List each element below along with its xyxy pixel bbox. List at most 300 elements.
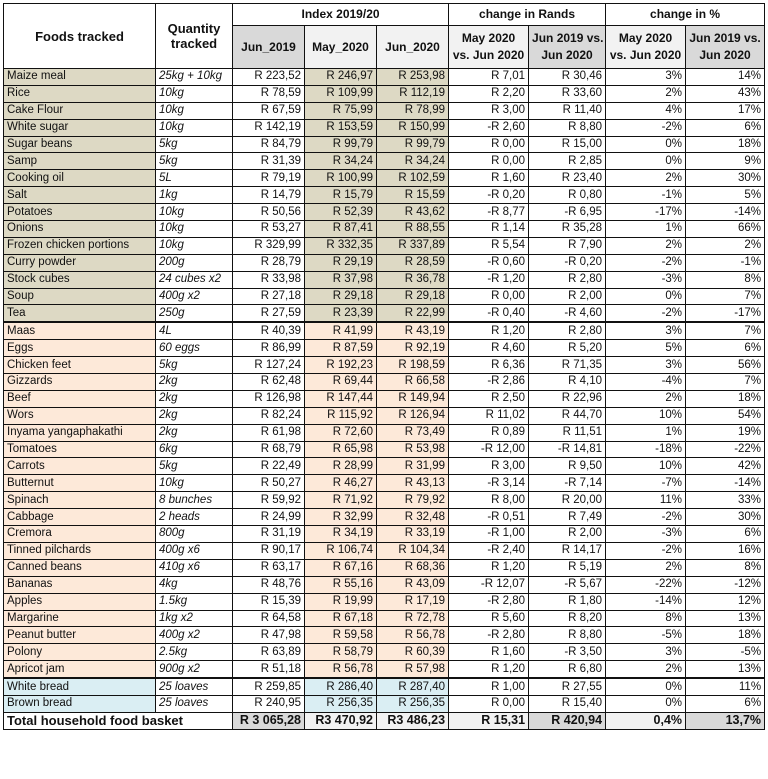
- change-pct-jun-vs-jun: 17%: [686, 102, 765, 119]
- change-rand-may-vs-jun: R 0,00: [449, 288, 529, 305]
- change-rand-may-vs-jun: R 0,89: [449, 424, 529, 441]
- price-may2020: R 29,18: [305, 288, 377, 305]
- table-row: [4, 441, 765, 458]
- quantity: 24 cubes x2: [156, 271, 233, 288]
- change-rand-jun-vs-jun: R 6,80: [529, 661, 606, 678]
- price-jun2020: R 337,89: [377, 237, 449, 254]
- change-pct-jun-vs-jun: 12%: [686, 593, 765, 610]
- quantity: 2kg: [156, 424, 233, 441]
- change-pct-jun-vs-jun: 13%: [686, 610, 765, 627]
- change-pct-jun-vs-jun: 6%: [686, 526, 765, 543]
- price-jun2019: R 86,99: [233, 340, 305, 357]
- price-jun2019: R 22,49: [233, 458, 305, 475]
- price-may2020: R 256,35: [305, 695, 377, 712]
- food-name: Canned beans: [4, 559, 156, 576]
- change-rand-may-vs-jun: R 1,20: [449, 661, 529, 678]
- price-jun2020: R 79,92: [377, 492, 449, 509]
- price-may2020: R 115,92: [305, 407, 377, 424]
- change-pct-may-vs-jun: 2%: [606, 170, 686, 187]
- price-may2020: R 65,98: [305, 441, 377, 458]
- table-row: [4, 390, 765, 407]
- header-pct-jun-vs-jun: [686, 26, 765, 69]
- header-jun2020: Jun_2020: [377, 26, 449, 69]
- change-pct-may-vs-jun: 2%: [606, 559, 686, 576]
- table-row: [4, 593, 765, 610]
- table-row: [4, 458, 765, 475]
- change-pct-jun-vs-jun: 16%: [686, 542, 765, 559]
- header-pct-may-line1: May 2020: [618, 31, 673, 45]
- change-rand-may-vs-jun: -R 2,60: [449, 119, 529, 136]
- change-pct-jun-vs-jun: 19%: [686, 424, 765, 441]
- change-rand-jun-vs-jun: R 15,40: [529, 695, 606, 712]
- price-may2020: R 52,39: [305, 204, 377, 221]
- price-may2020: R 67,16: [305, 559, 377, 576]
- change-pct-jun-vs-jun: 42%: [686, 458, 765, 475]
- change-pct-may-vs-jun: 2%: [606, 237, 686, 254]
- price-jun2019: R 31,19: [233, 526, 305, 543]
- price-jun2020: R 33,19: [377, 526, 449, 543]
- quantity: 6kg: [156, 441, 233, 458]
- header-rand-may-vs-jun: [449, 26, 529, 69]
- change-pct-may-vs-jun: 1%: [606, 221, 686, 238]
- price-jun2020: R 72,78: [377, 610, 449, 627]
- food-name: Apricot jam: [4, 661, 156, 678]
- price-jun2019: R 15,39: [233, 593, 305, 610]
- change-rand-may-vs-jun: -R 0,60: [449, 254, 529, 271]
- price-jun2020: R 15,59: [377, 187, 449, 204]
- price-jun2019: R 40,39: [233, 322, 305, 339]
- price-jun2019: R 14,79: [233, 187, 305, 204]
- change-pct-may-vs-jun: -3%: [606, 271, 686, 288]
- table-row: [4, 610, 765, 627]
- change-pct-may-vs-jun: -14%: [606, 593, 686, 610]
- price-jun2020: R 43,19: [377, 322, 449, 339]
- change-pct-may-vs-jun: -4%: [606, 374, 686, 391]
- price-jun2019: R 79,19: [233, 170, 305, 187]
- table-row: [4, 576, 765, 593]
- header-index-group: Index 2019/20: [233, 4, 449, 26]
- table-row: [4, 424, 765, 441]
- change-pct-jun-vs-jun: 2%: [686, 237, 765, 254]
- price-may2020: R 67,18: [305, 610, 377, 627]
- table-row: [4, 119, 765, 136]
- price-jun2020: R 253,98: [377, 69, 449, 86]
- food-name: Curry powder: [4, 254, 156, 271]
- food-name: Wors: [4, 407, 156, 424]
- food-name: Samp: [4, 153, 156, 170]
- change-pct-may-vs-jun: 1%: [606, 424, 686, 441]
- price-may2020: R 246,97: [305, 69, 377, 86]
- change-rand-jun-vs-jun: R 27,55: [529, 678, 606, 695]
- change-pct-may-vs-jun: 2%: [606, 390, 686, 407]
- price-may2020: R 37,98: [305, 271, 377, 288]
- price-jun2019: R 33,98: [233, 271, 305, 288]
- quantity: 900g x2: [156, 661, 233, 678]
- change-rand-may-vs-jun: -R 3,14: [449, 475, 529, 492]
- food-name: Sugar beans: [4, 136, 156, 153]
- food-name: Brown bread: [4, 695, 156, 712]
- quantity: 410g x6: [156, 559, 233, 576]
- price-may2020: R 15,79: [305, 187, 377, 204]
- change-rand-may-vs-jun: -R 8,77: [449, 204, 529, 221]
- price-jun2019: R 240,95: [233, 695, 305, 712]
- food-name: Beef: [4, 390, 156, 407]
- total-jun2020: R3 486,23: [377, 712, 449, 729]
- change-rand-may-vs-jun: R 7,01: [449, 69, 529, 86]
- quantity: 25 loaves: [156, 695, 233, 712]
- quantity: 8 bunches: [156, 492, 233, 509]
- price-jun2020: R 66,58: [377, 374, 449, 391]
- header-rand-jun-line1: Jun 2019 vs.: [532, 31, 604, 45]
- change-pct-may-vs-jun: -1%: [606, 187, 686, 204]
- price-jun2020: R 56,78: [377, 627, 449, 644]
- header-rand-jun-vs-jun: [529, 26, 606, 69]
- table-row: [4, 475, 765, 492]
- change-rand-jun-vs-jun: R 22,96: [529, 390, 606, 407]
- change-rand-jun-vs-jun: R 4,10: [529, 374, 606, 391]
- header-quantity-line1: Quantity: [167, 21, 221, 36]
- change-rand-jun-vs-jun: R 2,00: [529, 526, 606, 543]
- table-row: [4, 492, 765, 509]
- price-jun2020: R 22,99: [377, 305, 449, 322]
- table-row: [4, 305, 765, 322]
- price-jun2020: R 78,99: [377, 102, 449, 119]
- header-pct-jun-line1: Jun 2019 vs.: [689, 31, 761, 45]
- price-jun2019: R 50,56: [233, 204, 305, 221]
- price-jun2020: R 287,40: [377, 678, 449, 695]
- food-name: Maize meal: [4, 69, 156, 86]
- table-row: [4, 69, 765, 86]
- change-pct-may-vs-jun: 0%: [606, 288, 686, 305]
- change-pct-jun-vs-jun: -17%: [686, 305, 765, 322]
- food-name: Cooking oil: [4, 170, 156, 187]
- food-name: Onions: [4, 221, 156, 238]
- change-pct-may-vs-jun: -18%: [606, 441, 686, 458]
- change-rand-jun-vs-jun: R 2,00: [529, 288, 606, 305]
- change-pct-may-vs-jun: 4%: [606, 102, 686, 119]
- price-jun2019: R 68,79: [233, 441, 305, 458]
- food-name: White sugar: [4, 119, 156, 136]
- price-jun2019: R 24,99: [233, 509, 305, 526]
- price-jun2019: R 90,17: [233, 542, 305, 559]
- price-may2020: R 71,92: [305, 492, 377, 509]
- header-rand-may-line2: vs. Jun 2020: [452, 48, 525, 62]
- change-rand-jun-vs-jun: -R 14,81: [529, 441, 606, 458]
- change-rand-jun-vs-jun: R 15,00: [529, 136, 606, 153]
- food-name: Eggs: [4, 340, 156, 357]
- quantity: 10kg: [156, 102, 233, 119]
- price-may2020: R 23,39: [305, 305, 377, 322]
- price-jun2020: R 43,62: [377, 204, 449, 221]
- quantity: 2kg: [156, 390, 233, 407]
- quantity: 25kg + 10kg: [156, 69, 233, 86]
- change-rand-jun-vs-jun: R 0,80: [529, 187, 606, 204]
- price-jun2020: R 102,59: [377, 170, 449, 187]
- change-rand-jun-vs-jun: R 20,00: [529, 492, 606, 509]
- change-pct-may-vs-jun: 0%: [606, 136, 686, 153]
- price-jun2019: R 53,27: [233, 221, 305, 238]
- quantity: 10kg: [156, 237, 233, 254]
- change-pct-jun-vs-jun: -12%: [686, 576, 765, 593]
- quantity: 2 heads: [156, 509, 233, 526]
- change-rand-jun-vs-jun: R 35,28: [529, 221, 606, 238]
- table-row: [4, 85, 765, 102]
- change-rand-jun-vs-jun: R 2,80: [529, 322, 606, 339]
- quantity: 2kg: [156, 407, 233, 424]
- change-pct-may-vs-jun: 8%: [606, 610, 686, 627]
- food-name: Spinach: [4, 492, 156, 509]
- change-pct-may-vs-jun: 10%: [606, 407, 686, 424]
- quantity: 800g: [156, 526, 233, 543]
- change-rand-may-vs-jun: -R 2,80: [449, 593, 529, 610]
- change-pct-may-vs-jun: -22%: [606, 576, 686, 593]
- table-row: [4, 170, 765, 187]
- header-rand-jun-line2: Jun 2020: [541, 48, 593, 62]
- total-jun2019: R 3 065,28: [233, 712, 305, 729]
- price-jun2020: R 73,49: [377, 424, 449, 441]
- change-rand-may-vs-jun: -R 0,20: [449, 187, 529, 204]
- food-name: Cake Flour: [4, 102, 156, 119]
- table-row: [4, 204, 765, 221]
- change-rand-jun-vs-jun: R 71,35: [529, 357, 606, 374]
- change-pct-jun-vs-jun: 30%: [686, 509, 765, 526]
- price-may2020: R 46,27: [305, 475, 377, 492]
- change-rand-may-vs-jun: R 3,00: [449, 458, 529, 475]
- food-name: Potatoes: [4, 204, 156, 221]
- food-name: Apples: [4, 593, 156, 610]
- change-pct-may-vs-jun: 3%: [606, 322, 686, 339]
- food-name: Margarine: [4, 610, 156, 627]
- quantity: 10kg: [156, 221, 233, 238]
- change-rand-jun-vs-jun: R 7,49: [529, 509, 606, 526]
- price-may2020: R 286,40: [305, 678, 377, 695]
- price-may2020: R 147,44: [305, 390, 377, 407]
- price-may2020: R 75,99: [305, 102, 377, 119]
- food-name: Tomatoes: [4, 441, 156, 458]
- food-name: Inyama yangaphakathi: [4, 424, 156, 441]
- price-jun2019: R 63,89: [233, 644, 305, 661]
- change-pct-jun-vs-jun: 43%: [686, 85, 765, 102]
- food-name: Gizzards: [4, 374, 156, 391]
- food-basket-table: [3, 3, 765, 730]
- change-pct-may-vs-jun: -2%: [606, 509, 686, 526]
- change-rand-may-vs-jun: -R 12,00: [449, 441, 529, 458]
- total-label: Total household food basket: [4, 712, 233, 729]
- change-pct-may-vs-jun: -2%: [606, 542, 686, 559]
- table-row: [4, 542, 765, 559]
- header-quantity-tracked: [156, 4, 233, 69]
- change-pct-may-vs-jun: 3%: [606, 69, 686, 86]
- food-name: Cremora: [4, 526, 156, 543]
- food-name: Rice: [4, 85, 156, 102]
- change-pct-may-vs-jun: -17%: [606, 204, 686, 221]
- change-rand-may-vs-jun: R 1,60: [449, 170, 529, 187]
- price-jun2019: R 78,59: [233, 85, 305, 102]
- price-may2020: R 153,59: [305, 119, 377, 136]
- change-pct-may-vs-jun: -2%: [606, 119, 686, 136]
- price-may2020: R 41,99: [305, 322, 377, 339]
- price-may2020: R 106,74: [305, 542, 377, 559]
- table-row: [4, 221, 765, 238]
- price-jun2020: R 112,19: [377, 85, 449, 102]
- change-rand-jun-vs-jun: -R 3,50: [529, 644, 606, 661]
- change-pct-jun-vs-jun: 5%: [686, 187, 765, 204]
- food-name: Maas: [4, 322, 156, 339]
- table-row: [4, 661, 765, 678]
- change-pct-jun-vs-jun: 11%: [686, 678, 765, 695]
- price-jun2020: R 32,48: [377, 509, 449, 526]
- quantity: 400g x2: [156, 627, 233, 644]
- price-jun2019: R 259,85: [233, 678, 305, 695]
- table-row: [4, 678, 765, 695]
- header-rand-may-line1: May 2020: [461, 31, 516, 45]
- price-may2020: R 55,16: [305, 576, 377, 593]
- price-may2020: R 34,19: [305, 526, 377, 543]
- price-jun2019: R 27,18: [233, 288, 305, 305]
- quantity: 4L: [156, 322, 233, 339]
- price-jun2019: R 59,92: [233, 492, 305, 509]
- quantity: 10kg: [156, 204, 233, 221]
- change-pct-jun-vs-jun: 66%: [686, 221, 765, 238]
- change-rand-jun-vs-jun: R 30,46: [529, 69, 606, 86]
- price-may2020: R 19,99: [305, 593, 377, 610]
- change-pct-may-vs-jun: -7%: [606, 475, 686, 492]
- price-may2020: R 332,35: [305, 237, 377, 254]
- quantity: 1kg: [156, 187, 233, 204]
- quantity: 10kg: [156, 119, 233, 136]
- change-rand-may-vs-jun: R 0,00: [449, 153, 529, 170]
- price-jun2020: R 17,19: [377, 593, 449, 610]
- change-rand-jun-vs-jun: -R 7,14: [529, 475, 606, 492]
- change-rand-jun-vs-jun: -R 4,60: [529, 305, 606, 322]
- price-jun2020: R 68,36: [377, 559, 449, 576]
- price-jun2019: R 82,24: [233, 407, 305, 424]
- change-rand-jun-vs-jun: R 14,17: [529, 542, 606, 559]
- price-may2020: R 69,44: [305, 374, 377, 391]
- change-pct-jun-vs-jun: 8%: [686, 559, 765, 576]
- food-name: Butternut: [4, 475, 156, 492]
- price-may2020: R 59,58: [305, 627, 377, 644]
- table-row: [4, 187, 765, 204]
- table-row: [4, 288, 765, 305]
- table-row: [4, 153, 765, 170]
- total-rand-may: R 15,31: [449, 712, 529, 729]
- change-rand-may-vs-jun: R 5,60: [449, 610, 529, 627]
- change-rand-may-vs-jun: -R 2,40: [449, 542, 529, 559]
- change-pct-jun-vs-jun: 18%: [686, 390, 765, 407]
- change-rand-may-vs-jun: -R 0,40: [449, 305, 529, 322]
- change-pct-jun-vs-jun: 18%: [686, 136, 765, 153]
- change-pct-jun-vs-jun: 14%: [686, 69, 765, 86]
- quantity: 250g: [156, 305, 233, 322]
- price-jun2019: R 62,48: [233, 374, 305, 391]
- change-pct-jun-vs-jun: 6%: [686, 340, 765, 357]
- change-pct-may-vs-jun: 5%: [606, 340, 686, 357]
- change-pct-may-vs-jun: 11%: [606, 492, 686, 509]
- price-jun2019: R 61,98: [233, 424, 305, 441]
- change-rand-may-vs-jun: R 2,50: [449, 390, 529, 407]
- change-pct-may-vs-jun: 2%: [606, 85, 686, 102]
- change-rand-may-vs-jun: R 0,00: [449, 695, 529, 712]
- header-quantity-line2: tracked: [170, 36, 218, 51]
- price-may2020: R 87,59: [305, 340, 377, 357]
- change-rand-jun-vs-jun: R 44,70: [529, 407, 606, 424]
- change-pct-jun-vs-jun: 6%: [686, 119, 765, 136]
- price-jun2019: R 142,19: [233, 119, 305, 136]
- price-jun2020: R 104,34: [377, 542, 449, 559]
- change-pct-jun-vs-jun: -22%: [686, 441, 765, 458]
- quantity: 60 eggs: [156, 340, 233, 357]
- table-row: [4, 407, 765, 424]
- price-jun2019: R 50,27: [233, 475, 305, 492]
- price-may2020: R 109,99: [305, 85, 377, 102]
- price-jun2020: R 150,99: [377, 119, 449, 136]
- change-rand-jun-vs-jun: R 2,80: [529, 271, 606, 288]
- price-jun2019: R 223,52: [233, 69, 305, 86]
- food-name: Polony: [4, 644, 156, 661]
- quantity: 5kg: [156, 458, 233, 475]
- table-row: [4, 374, 765, 391]
- change-pct-may-vs-jun: 0%: [606, 153, 686, 170]
- table-row: [4, 357, 765, 374]
- change-rand-may-vs-jun: R 11,02: [449, 407, 529, 424]
- price-jun2020: R 60,39: [377, 644, 449, 661]
- change-rand-may-vs-jun: R 1,20: [449, 322, 529, 339]
- change-rand-may-vs-jun: R 5,54: [449, 237, 529, 254]
- change-rand-jun-vs-jun: R 1,80: [529, 593, 606, 610]
- table-row: [4, 695, 765, 712]
- change-rand-jun-vs-jun: R 2,85: [529, 153, 606, 170]
- header-pct-may-vs-jun: [606, 26, 686, 69]
- change-rand-may-vs-jun: R 1,60: [449, 644, 529, 661]
- change-pct-may-vs-jun: 2%: [606, 661, 686, 678]
- change-rand-may-vs-jun: R 2,20: [449, 85, 529, 102]
- change-rand-jun-vs-jun: -R 6,95: [529, 204, 606, 221]
- food-name: Bananas: [4, 576, 156, 593]
- table-row: [4, 526, 765, 543]
- header-pct-may-line2: vs. Jun 2020: [609, 48, 682, 62]
- change-pct-may-vs-jun: 0%: [606, 678, 686, 695]
- price-jun2020: R 126,94: [377, 407, 449, 424]
- quantity: 2.5kg: [156, 644, 233, 661]
- header-may2020: May_2020: [305, 26, 377, 69]
- price-may2020: R 32,99: [305, 509, 377, 526]
- quantity: 1kg x2: [156, 610, 233, 627]
- change-pct-may-vs-jun: -2%: [606, 305, 686, 322]
- total-row: [4, 712, 765, 729]
- change-rand-may-vs-jun: R 8,00: [449, 492, 529, 509]
- food-name: Salt: [4, 187, 156, 204]
- change-rand-jun-vs-jun: R 23,40: [529, 170, 606, 187]
- price-jun2020: R 43,09: [377, 576, 449, 593]
- table-row: [4, 559, 765, 576]
- quantity: 200g: [156, 254, 233, 271]
- food-name: Soup: [4, 288, 156, 305]
- total-pct-may: 0,4%: [606, 712, 686, 729]
- change-rand-may-vs-jun: -R 2,86: [449, 374, 529, 391]
- price-may2020: R 56,78: [305, 661, 377, 678]
- quantity: 1.5kg: [156, 593, 233, 610]
- price-jun2019: R 329,99: [233, 237, 305, 254]
- quantity: 2kg: [156, 374, 233, 391]
- quantity: 5kg: [156, 136, 233, 153]
- change-pct-jun-vs-jun: 18%: [686, 627, 765, 644]
- price-jun2019: R 126,98: [233, 390, 305, 407]
- table-row: [4, 102, 765, 119]
- price-jun2019: R 47,98: [233, 627, 305, 644]
- price-jun2019: R 63,17: [233, 559, 305, 576]
- change-rand-jun-vs-jun: R 11,40: [529, 102, 606, 119]
